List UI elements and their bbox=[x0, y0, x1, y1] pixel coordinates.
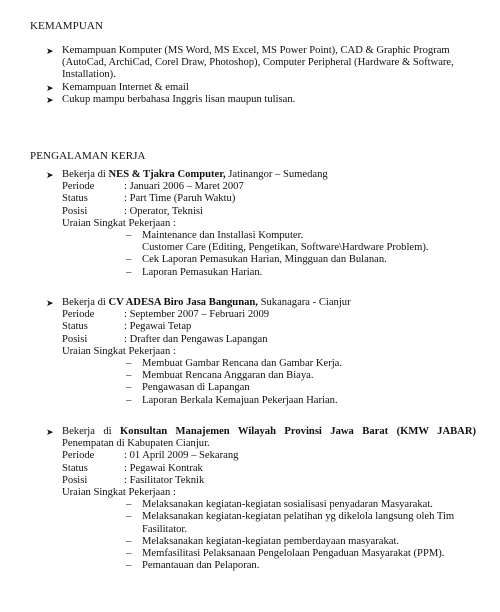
list-item bbox=[126, 511, 476, 535]
job-details bbox=[46, 438, 476, 572]
dash-bullet: – bbox=[126, 560, 132, 572]
section-title-pengalaman-kerja: PENGALAMAN KERJA bbox=[30, 150, 146, 162]
task-text: Laporan Pemasukan Harian. bbox=[142, 266, 263, 278]
job-posisi-row bbox=[62, 334, 476, 346]
job-periode-row bbox=[62, 450, 476, 462]
job-heading bbox=[46, 426, 476, 438]
list-item bbox=[46, 82, 476, 94]
periode-value: : 01 April 2009 – Sekarang bbox=[124, 450, 239, 462]
job-entry-nes bbox=[46, 169, 476, 279]
posisi-value: : Drafter dan Pengawas Lapangan bbox=[124, 333, 268, 345]
list-item bbox=[126, 536, 476, 548]
job-status-row bbox=[62, 321, 476, 333]
dash-bullet: – bbox=[126, 382, 132, 394]
list-item bbox=[126, 499, 476, 511]
job-company: Konsultan Manajemen Wilayah Provinsi Jawa Barat (KMW JABAR) bbox=[120, 426, 476, 437]
task-text: Customer Care (Editing, Pengetikan, Software\Hardware Problem). bbox=[142, 242, 429, 254]
job-prefix: Bekerja di bbox=[62, 426, 121, 437]
posisi-label: Posisi bbox=[62, 205, 88, 217]
job-prefix: Bekerja di bbox=[62, 297, 109, 308]
list-item bbox=[126, 370, 476, 382]
job-details bbox=[46, 181, 476, 279]
list-item bbox=[126, 358, 476, 370]
arrow-bullet-icon: ➤ bbox=[46, 94, 54, 105]
periode-value: : September 2007 – Februari 2009 bbox=[124, 309, 270, 321]
posisi-value: : Fasilitator Teknik bbox=[124, 474, 205, 486]
job-periode-row bbox=[62, 309, 476, 321]
task-text: Cek Laporan Pemasukan Harian, Mingguan dan Bulanan. bbox=[142, 254, 387, 266]
job-placement: Penempatan di Kabupaten Cianjur. bbox=[62, 438, 210, 450]
task-text: Membuat Gambar Rencana dan Gambar Kerja. bbox=[142, 358, 343, 370]
job-status-row bbox=[62, 463, 476, 475]
kemampuan-item-text: Kemampuan Internet & email bbox=[62, 81, 189, 93]
periode-label: Periode bbox=[62, 309, 95, 321]
list-item bbox=[46, 45, 476, 82]
list-item bbox=[46, 94, 476, 106]
dash-bullet: – bbox=[126, 358, 132, 370]
task-list bbox=[62, 230, 476, 279]
task-text: Melaksanakan kegiatan-kegiatan pemberdayaan masyarakat. bbox=[142, 535, 400, 547]
dash-bullet: – bbox=[126, 511, 132, 523]
posisi-label: Posisi bbox=[62, 474, 88, 486]
kemampuan-item-text: Kemampuan Komputer (MS Word, MS Excel, MS Power Point), CAD & Graphic Program (AutoCad, ArchiCad, Corel Draw, Photoshop), Computer Peripheral (Hardware & Software, Installation). bbox=[62, 45, 454, 81]
dash-bullet: – bbox=[126, 499, 132, 511]
list-item bbox=[126, 230, 476, 242]
list-item bbox=[126, 254, 476, 266]
list-item bbox=[126, 242, 476, 254]
section-title-kemampuan: KEMAMPUAN bbox=[30, 20, 104, 32]
job-entry-adesa bbox=[46, 297, 476, 407]
status-value: : Pegawai Tetap bbox=[124, 321, 192, 333]
list-item bbox=[126, 395, 476, 407]
arrow-bullet-icon: ➤ bbox=[46, 427, 54, 437]
task-text: Pengawasan di Lapangan bbox=[142, 382, 250, 394]
periode-label: Periode bbox=[62, 450, 95, 462]
dash-bullet: – bbox=[126, 548, 132, 560]
dash-bullet: – bbox=[126, 254, 132, 266]
job-entry-kmw-jabar bbox=[46, 426, 476, 572]
list-item bbox=[126, 267, 476, 279]
uraian-label: Uraian Singkat Pekerjaan : bbox=[62, 487, 176, 499]
job-company: NES & Tjakra Computer, bbox=[108, 169, 226, 180]
kemampuan-list bbox=[46, 45, 476, 106]
dash-bullet: – bbox=[126, 394, 132, 406]
dash-bullet: – bbox=[126, 535, 132, 547]
job-status-row bbox=[62, 193, 476, 205]
uraian-label: Uraian Singkat Pekerjaan : bbox=[62, 217, 176, 229]
job-prefix: Bekerja di bbox=[62, 169, 109, 180]
task-text: Pemantauan dan Pelaporan. bbox=[142, 560, 260, 572]
task-list bbox=[62, 499, 476, 572]
job-location: Sukanagara - Cianjur bbox=[257, 297, 351, 308]
status-label: Status bbox=[62, 462, 88, 474]
task-text: Laporan Berkala Kemajuan Pekerjaan Harian. bbox=[142, 394, 338, 406]
periode-value: : Januari 2006 – Maret 2007 bbox=[124, 181, 244, 193]
job-company: CV ADESA Biro Jasa Bangunan, bbox=[108, 297, 258, 308]
status-label: Status bbox=[62, 193, 88, 205]
kemampuan-item-text: Cukup mampu berbahasa Inggris lisan maupun tulisan. bbox=[62, 93, 296, 105]
job-posisi-row bbox=[62, 206, 476, 218]
list-item bbox=[126, 382, 476, 394]
task-text: Membuat Rencana Anggaran dan Biaya. bbox=[142, 370, 314, 382]
arrow-bullet-icon: ➤ bbox=[46, 46, 54, 56]
dash-bullet: – bbox=[126, 230, 132, 242]
posisi-label: Posisi bbox=[62, 333, 88, 345]
arrow-bullet-icon: ➤ bbox=[46, 298, 54, 308]
job-details bbox=[46, 309, 476, 407]
list-item bbox=[126, 548, 476, 560]
job-heading bbox=[46, 169, 476, 181]
status-label: Status bbox=[62, 321, 88, 333]
task-text: Memfasilitasi Pelaksanaan Pengelolaan Pengaduan Masyarakat (PPM). bbox=[142, 548, 445, 560]
task-list bbox=[62, 358, 476, 407]
status-value: : Part Time (Paruh Waktu) bbox=[124, 193, 236, 205]
task-text: Melaksanakan kegiatan-kegiatan pelatihan yg dikelola langsung oleh Tim Fasilitator. bbox=[142, 511, 455, 535]
arrow-bullet-icon: ➤ bbox=[46, 82, 54, 93]
dash-bullet: – bbox=[126, 266, 132, 278]
list-item bbox=[126, 560, 476, 572]
job-location: Jatinangor – Sumedang bbox=[225, 169, 328, 180]
periode-label: Periode bbox=[62, 181, 95, 193]
task-text: Melaksanakan kegiatan-kegiatan sosialisasi penyadaran Masyarakat. bbox=[142, 499, 433, 511]
job-posisi-row bbox=[62, 475, 476, 487]
job-heading bbox=[46, 297, 476, 309]
task-text: Maintenance dan Installasi Komputer. bbox=[142, 230, 304, 242]
status-value: : Pegawai Kontrak bbox=[124, 462, 203, 474]
dash-bullet: – bbox=[126, 370, 132, 382]
posisi-value: : Operator, Teknisi bbox=[124, 205, 203, 217]
uraian-label: Uraian Singkat Pekerjaan : bbox=[62, 345, 176, 357]
arrow-bullet-icon: ➤ bbox=[46, 170, 54, 180]
job-periode-row bbox=[62, 181, 476, 193]
